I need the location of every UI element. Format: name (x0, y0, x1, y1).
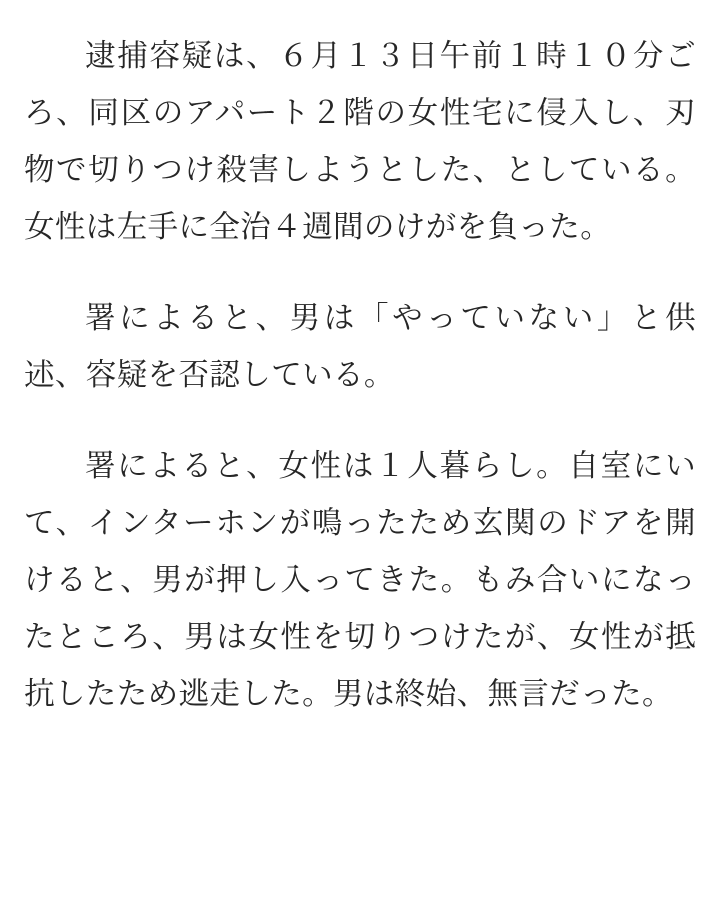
article-paragraph: 署によると、男は「やっていない」と供述、容疑を否認している。 (24, 301, 696, 392)
article-paragraph: 署によると、女性は１人暮らし。自室にいて、インターホンが鳴ったため玄関のドアを開けると、男が押し入ってきた。もみ合いになったところ、男は女性を切りつけたが、女性が抵抗したため逃走した。男は終始、無言だった。 (24, 449, 696, 711)
article-paragraph: 逮捕容疑は、６月１３日午前１時１０分ごろ、同区のアパート２階の女性宅に侵入し、刃物で切りつけ殺害しようとした、としている。女性は左手に全治４週間のけがを負った。 (24, 39, 696, 244)
